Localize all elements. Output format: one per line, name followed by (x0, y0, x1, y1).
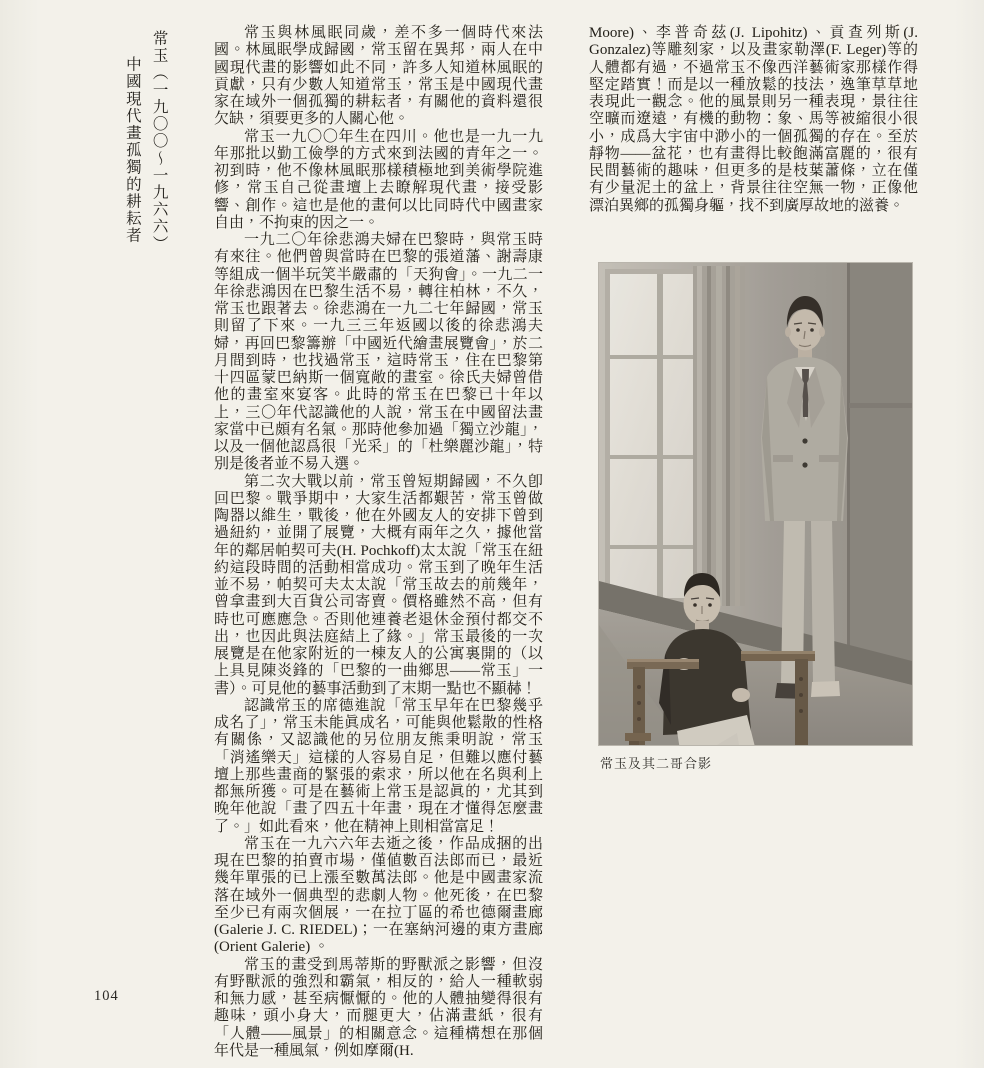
article-title (123, 30, 168, 590)
paragraph: Moore)、李普奇茲(J. Lipohitz)、貢查列斯(J. Gonzalez)等雕刻家，以及畫家勒澤(F. Leger)等的人體都有過，不過常玉不像西洋藝術家那樣作得堅定踏實！而是以一種放鬆的技法，逸筆草草地表現此一觀念。他的風景則另一種表現，景往往空曠而遼遠，有機的動物：象、馬等被縮很小很小，成爲大宇宙中渺小的一個孤獨的存在。至於靜物——盆花，也有畫得比較飽滿富麗的，很有民間藝術的趣味，但更多的是枝葉蕭條，立在僅有少量泥土的盆上，背景往往空無一物，正像他漂泊異鄉的孤獨身軀，找不到廣厚故地的滋養。 (589, 25, 918, 214)
right-text-column (589, 25, 918, 215)
article-title-main: 常玉（一九〇〇～一九六六） (150, 30, 168, 253)
left-text-column (214, 25, 543, 1060)
paragraph: 一九二〇年徐悲鴻夫婦在巴黎時，與常玉時有來往。他們曾與當時在巴黎的張道藩、謝壽康等組成一個半玩笑半嚴肅的「天狗會」。一九二一年徐悲鴻因在巴黎生活不易，轉往柏林，不久，常玉也跟著去。徐悲鴻在一九二七年歸國，常玉則留了下來。一九三三年返國以後的徐悲鴻夫婦，再回巴黎籌辦「中國近代繪畫展覽會」，於二月間到時，也找過常玉，這時常玉，住在巴黎第十四區蒙巴納斯一個寬敞的畫室。徐氏夫婦曾借他的畫室來宴客。此時的常玉在巴黎已十年以上，三〇年代認識他的人說，常玉在中國留法畫家當中已頗有名氣。那時他參加過「獨立沙龍」，以及一個他認爲很「光采」的「杜樂麗沙龍」，特別是後者並不易入選。 (214, 232, 543, 473)
photo-caption: 常玉及其二哥合影 (600, 756, 713, 771)
paragraph: 常玉與林風眠同歲，差不多一個時代來法國。林風眠學成歸國，常玉留在異邦，兩人在中國現代畫的影響如此不同，許多人知道林風眠的貢獻，只有少數人知道常玉，常玉是中國現代畫家在域外一個孤獨的耕耘者，有關他的資料還很欠缺，須要更多的人關心他。 (214, 25, 543, 128)
paragraph: 第二次大戰以前，常玉曾短期歸國，不久卽回巴黎。戰爭期中，大家生活都艱苦，常玉曾做陶器以維生，戰後，他在外國友人的安排下曾到過紐約，並開了展覽，大概有兩年之久，據他當年的鄰居帕契可夫(H. Pochkoff)太太說「常玉在紐約這段時間的活動相當成功。常玉到了晚年生活並不易，帕契可夫太太說「常玉故去的前幾年，曾拿畫到大百貨公司寄賣。價格雖然不高，但有時也可應應急。否則他連養老退休金預付都交不出，也因此與法庭結上了緣。」常玉最後的一次展覽是在他家附近的一棟友人的公寓裏開的（以上具見陳炎鋒的「巴黎的一曲鄉思——常玉」一書）。可見他的藝事活動到了末期一點也不顯赫！ (214, 473, 543, 697)
page-number: 104 (94, 988, 119, 1004)
photo-sanyu-and-brother (599, 263, 912, 745)
paragraph: 常玉的畫受到馬蒂斯的野獸派之影響，但沒有野獸派的強烈和霸氣，相反的，給人一種軟弱和無力感，甚至病懨懨的。他的人體抽變得很有趣味，頭小身大，而腿更大，佔滿畫紙，很有「人體——風景」的相關意念。這種構想在那個年代是一種風氣，例如摩爾(H. (214, 956, 543, 1059)
paragraph: 認識常玉的席德進說「常玉早年在巴黎幾乎成名了」，常玉未能眞成名，可能與他鬆散的性格有關係，又認識他的另位朋友熊秉明說，常玉「消遙樂天」這樣的人容易自足，但難以應付藝壇上那些畫商的緊張的索求，所以他在名與利上都無所獲。可是在藝術上常玉是認眞的，尤其到晚年他說「畫了四五十年畫，現在才懂得怎麼畫了。」如此看來，他在精神上則相當富足！ (214, 697, 543, 835)
article-title-sub: 中國現代畫孤獨的耕耘者 (123, 56, 141, 245)
photo-illustration (599, 263, 912, 745)
paragraph: 常玉在一九六六年去逝之後，作品成捆的出現在巴黎的拍賣市場，僅値數百法郎而已，最近幾年單張的已上漲至數萬法郎。他是中國畫家流落在域外一個典型的悲劇人物。他死後，在巴黎至少已有兩次個展，一在拉丁區的希也德爾畫廊(Galerie J. C. RIEDEL)；一在塞納河邊的東方畫廊(Orient Galerie) 。 (214, 835, 543, 956)
paragraph: 常玉一九〇〇年生在四川。他也是一九一九年那批以勤工儉學的方式來到法國的青年之一。初到時，他不像林風眠那樣積極地到美術學院進修，常玉自己從畫壇上去瞭解現代畫，接受影響、創作。這也是他的畫何以比同時代中國畫家自由，不拘束的因之一。 (214, 128, 543, 231)
